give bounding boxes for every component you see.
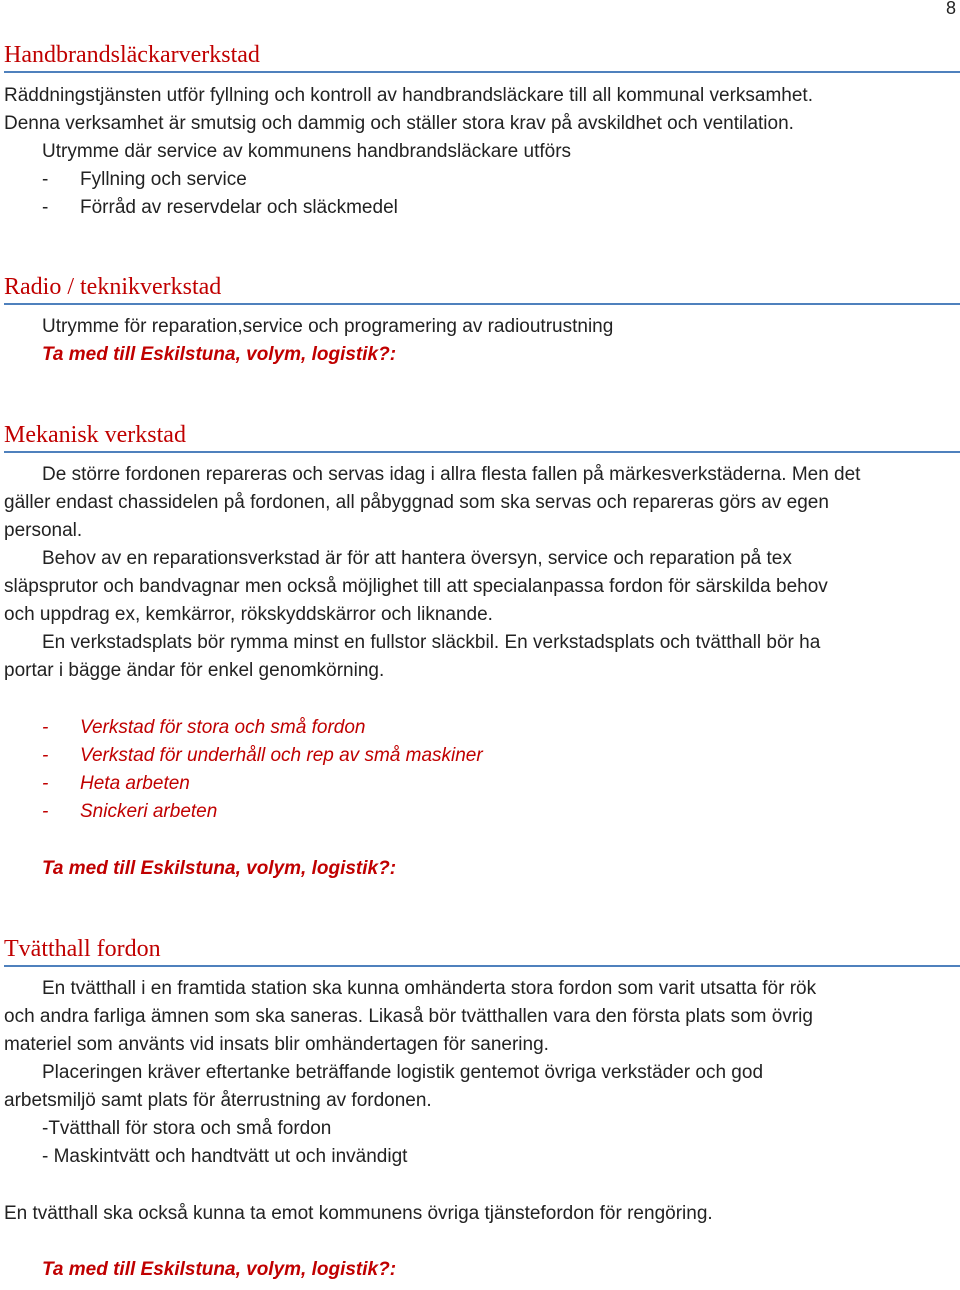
list-item-label: Förråd av reservdelar och släckmedel [80, 197, 398, 218]
paragraph-line: personal. [4, 520, 83, 541]
paragraph-line: Behov av en reparationsverkstad är för att hantera översyn, service och reparation på tex [42, 548, 792, 569]
note-line: Ta med till Eskilstuna, volym, logistik?: [42, 344, 397, 365]
list-item-label: Heta arbeten [80, 773, 190, 794]
paragraph-line: Placeringen kräver eftertanke beträffande logistik gentemot övriga verkstäder och god [42, 1062, 764, 1083]
list-item-label: Verkstad för stora och små fordon [80, 717, 366, 738]
list-item-label: Snickeri arbeten [80, 801, 218, 822]
paragraph-line: En verkstadsplats bör rymma minst en fullstor släckbil. En verkstadsplats och tvätthall bör ha [42, 632, 821, 653]
paragraph-line: släpsprutor och bandvagnar men också möjlighet till att specialanpassa fordon för särskilda behov [4, 576, 828, 597]
paragraph-line: En tvätthall ska också kunna ta emot kommunens övriga tjänstefordon för rengöring. [4, 1203, 713, 1224]
paragraph-line: arbetsmiljö samt plats för återrustning av fordonen. [4, 1090, 432, 1111]
paragraph-line: gäller endast chassidelen på fordonen, all påbyggnad som ska servas och repareras görs av egen [4, 492, 829, 513]
list-item: - Verkstad för stora och små fordon [42, 717, 366, 738]
paragraph-line: Räddningstjänsten utför fyllning och kontroll av handbrandsläckare till all kommunal verksamhet. [4, 85, 813, 106]
heading-mekanisk-verkstad: Mekanisk verkstad [4, 421, 960, 453]
paragraph-line: Denna verksamhet är smutsig och dammig och ställer stora krav på avskildhet och ventilation. [4, 113, 794, 134]
paragraph-line: De större fordonen repareras och servas idag i allra flesta fallen på märkesverkstäderna. Men det [42, 464, 861, 485]
list-item: - Heta arbeten [42, 773, 190, 794]
paragraph-line: och uppdrag ex, kemkärror, rökskyddskärror och liknande. [4, 604, 493, 625]
heading-radio-teknikverkstad: Radio / teknikverkstad [4, 273, 960, 305]
list-item-label: Fyllning och service [80, 169, 247, 190]
paragraph-line: och andra farliga ämnen som ska saneras. Likaså bör tvätthallen vara den första plats som övrig [4, 1006, 813, 1027]
heading-tvatthall-fordon: Tvätthall fordon [4, 935, 960, 967]
paragraph-line: portar i bägge ändar för enkel genomkörning. [4, 660, 385, 681]
note-line: Ta med till Eskilstuna, volym, logistik?: [42, 1259, 397, 1280]
paragraph-line: En tvätthall i en framtida station ska kunna omhänderta stora fordon som varit utsatta för rök [42, 978, 817, 999]
list-item: - Fyllning och service [42, 169, 247, 190]
paragraph-line: - Maskintvätt och handtvätt ut och invändigt [42, 1146, 408, 1167]
paragraph-line: Utrymme där service av kommunens handbrandsläckare utförs [42, 141, 572, 162]
paragraph-line: -Tvätthall för stora och små fordon [42, 1118, 332, 1139]
heading-handbrandslackarverkstad: Handbrandsläckarverkstad [4, 41, 960, 73]
list-item: - Förråd av reservdelar och släckmedel [42, 197, 398, 218]
page-number: 8 [945, 0, 956, 18]
paragraph-line: materiel som använts vid insats blir omhändertagen för sanering. [4, 1034, 549, 1055]
paragraph-line: Utrymme för reparation,service och programering av radioutrustning [42, 316, 614, 337]
note-line: Ta med till Eskilstuna, volym, logistik?: [42, 858, 397, 879]
list-item-label: Verkstad för underhåll och rep av små maskiner [80, 745, 483, 766]
list-item: - Verkstad för underhåll och rep av små maskiner [42, 745, 483, 766]
list-item: - Snickeri arbeten [42, 801, 218, 822]
